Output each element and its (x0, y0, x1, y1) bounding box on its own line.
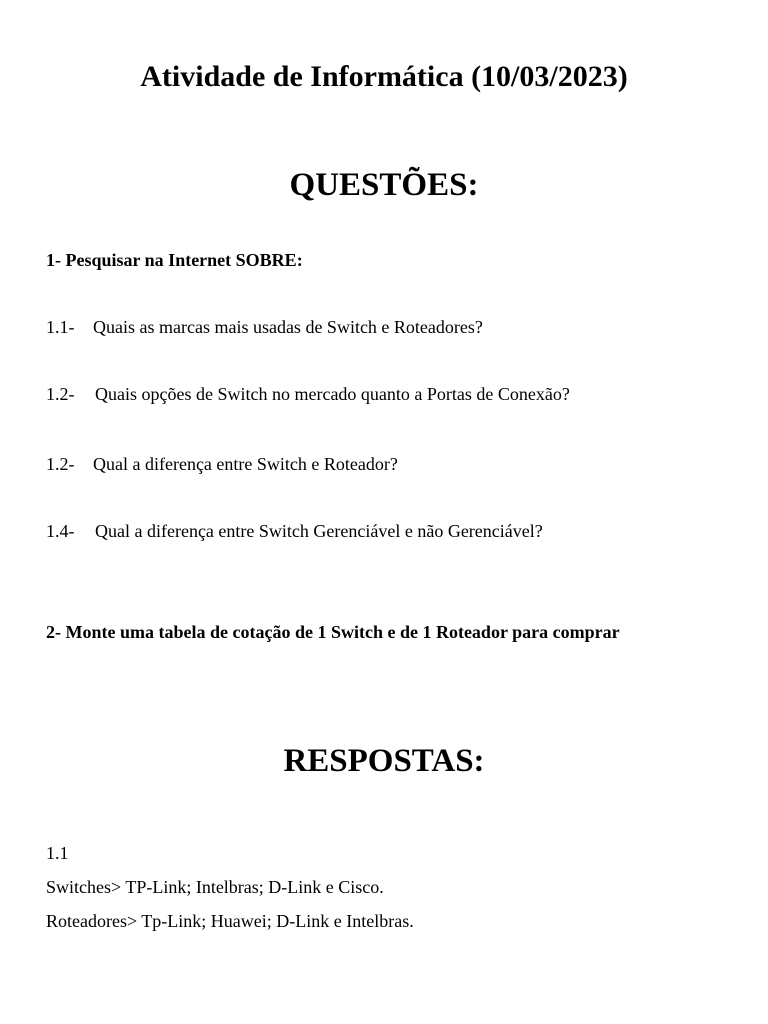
questions-heading: QUESTÕES: (289, 167, 479, 203)
subquestion-text: Quais opções de Switch no mercado quanto a Portas de Conexão? (95, 384, 570, 404)
subquestion-text: Qual a diferença entre Switch Gerenciável e não Gerenciável? (95, 521, 543, 541)
answer-number: 1.1 (46, 843, 69, 863)
subquestion-number: 1.4- (46, 521, 75, 541)
subquestion-number: 1.2- (46, 454, 75, 474)
subquestion-1-2 (46, 384, 570, 405)
subquestion-text: Quais as marcas mais usadas de Switch e Roteadores? (93, 317, 483, 337)
subquestion-1-4 (46, 521, 543, 542)
subquestion-number: 1.2- (46, 384, 75, 404)
answer-line-switches: Switches> TP-Link; Intelbras; D-Link e Cisco. (46, 877, 384, 897)
subquestion-1-1 (46, 317, 483, 338)
answer-line-roteadores: Roteadores> Tp-Link; Huawei; D-Link e Intelbras. (46, 911, 414, 931)
question-1-label: 1- Pesquisar na Internet SOBRE: (46, 250, 303, 270)
subquestion-1-3 (46, 454, 398, 475)
subquestion-number: 1.1- (46, 317, 75, 337)
document-title: Atividade de Informática (10/03/2023) (140, 60, 628, 93)
question-2-label: 2- Monte uma tabela de cotação de 1 Switch e de 1 Roteador para comprar (46, 622, 620, 642)
subquestion-text: Qual a diferença entre Switch e Roteador? (93, 454, 398, 474)
answers-heading: RESPOSTAS: (283, 743, 485, 779)
